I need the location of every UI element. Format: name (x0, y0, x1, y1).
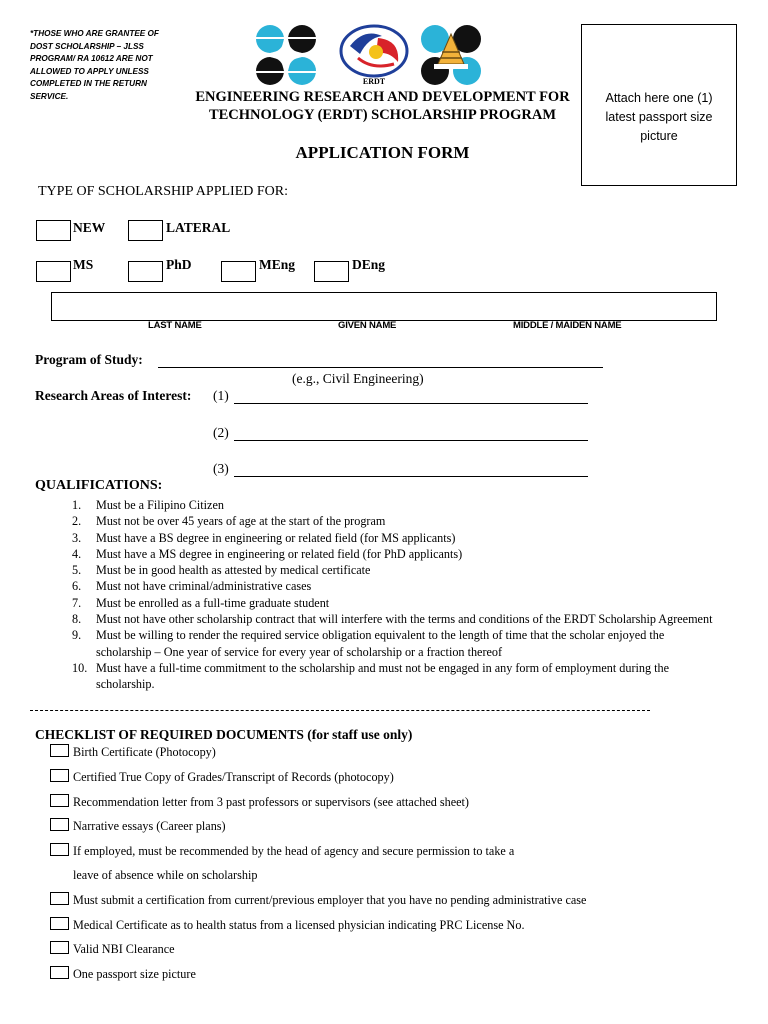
item-number: 3. (72, 530, 82, 545)
checklist-checkbox[interactable] (50, 843, 69, 856)
item-number: 4. (72, 546, 82, 561)
research-area-number: (2) (213, 425, 229, 440)
item-text: Must not be over 45 years of age at the start of the program (96, 514, 386, 529)
list-item (72, 595, 722, 611)
item-text: Must not have other scholarship contract that will interfere with the terms and conditions of the ERDT Scholarship Agreement (96, 612, 713, 627)
checklist-heading-note: (for staff use only) (307, 727, 413, 742)
checklist-item-label: If employed, must be recommended by the head of agency and secure permission to take a (73, 844, 515, 858)
photo-box-line: picture (640, 129, 678, 143)
lateral-checkbox[interactable] (128, 220, 163, 241)
meng-label: MEng (259, 257, 296, 272)
phd-label: PhD (166, 257, 192, 272)
list-item (72, 530, 722, 546)
list-item (72, 513, 722, 529)
lateral-label: LATERAL (166, 220, 231, 235)
deng-checkbox[interactable] (314, 261, 349, 282)
dost-logo-icon (255, 24, 317, 86)
dost-logo-alt-icon (420, 24, 482, 86)
item-text: Must be enrolled as a full-time graduate student (96, 595, 330, 610)
program-title (190, 88, 575, 124)
item-number: 7. (72, 595, 82, 610)
item-text: Must be in good health as attested by medical certificate (96, 563, 371, 578)
checklist-item-continuation: leave of absence while on scholarship (73, 868, 258, 882)
checklist-item-label: Recommendation letter from 3 past professors or supervisors (see attached sheet) (73, 795, 469, 809)
program-of-study-hint: (e.g., Civil Engineering) (292, 371, 424, 386)
phd-checkbox[interactable] (128, 261, 163, 282)
research-area-3-input[interactable] (234, 464, 588, 477)
checklist-item-label: Birth Certificate (Photocopy) (73, 745, 216, 759)
list-item (72, 497, 722, 513)
list-item (72, 546, 722, 562)
checklist-item-label: Medical Certificate as to health status from a licensed physician indicating PRC License No. (73, 918, 525, 932)
checklist-item-label: Valid NBI Clearance (73, 942, 175, 956)
checklist-heading-title: CHECKLIST OF REQUIRED DOCUMENTS (35, 727, 304, 742)
item-text: Must have a MS degree in engineering or related field (for PhD applicants) (96, 546, 463, 561)
checklist-checkbox[interactable] (50, 769, 69, 782)
program-title-line: ENGINEERING RESEARCH AND DEVELOPMENT FOR (195, 89, 570, 105)
section-divider (30, 710, 650, 711)
full-name-input[interactable] (51, 292, 717, 321)
new-checkbox[interactable] (36, 220, 71, 241)
form-title: APPLICATION FORM (295, 143, 470, 162)
checklist-item-label: Must submit a certification from current/previous employer that you have no pending administrative case (73, 893, 587, 907)
checklist-checkbox[interactable] (50, 941, 69, 954)
item-number: 10. (72, 660, 88, 675)
list-item (72, 627, 722, 660)
checklist-heading (35, 727, 412, 743)
notice-line: PROGRAM/ RA 10612 ARE NOT (30, 54, 153, 63)
checklist-item-label: Certified True Copy of Grades/Transcript of Records (photocopy) (73, 770, 394, 784)
research-area-1-input[interactable] (234, 391, 588, 404)
qualifications-list (72, 497, 722, 693)
checklist-checkbox[interactable] (50, 917, 69, 930)
erdt-logo-icon (338, 24, 410, 86)
research-area-number: (3) (213, 461, 229, 476)
research-areas-label: Research Areas of Interest: (35, 388, 192, 403)
checklist-checkbox[interactable] (50, 818, 69, 831)
checklist-checkbox[interactable] (50, 966, 69, 979)
item-number: 8. (72, 612, 82, 627)
notice-line: ALLOWED TO APPLY UNLESS (30, 66, 149, 76)
checklist-checkbox[interactable] (50, 892, 69, 905)
list-item (72, 578, 722, 594)
item-number: 5. (72, 563, 82, 578)
deng-label: DEng (352, 257, 386, 272)
photo-box-line: Attach here one (1) (605, 91, 713, 105)
item-number: 6. (72, 579, 82, 594)
program-of-study-label: Program of Study: (35, 352, 143, 367)
scholarship-type-heading: TYPE OF SCHOLARSHIP APPLIED FOR: (38, 184, 288, 199)
erdt-logo-caption: ERDT (362, 77, 386, 86)
checklist-item-label: One passport size picture (73, 967, 196, 981)
notice-line: COMPLETED IN THE RETURN (30, 79, 147, 88)
program-title-line: TECHNOLOGY (ERDT) SCHOLARSHIP PROGRAM (208, 107, 557, 123)
qualifications-heading: QUALIFICATIONS: (35, 478, 163, 493)
notice-line: DOST SCHOLARSHIP – JLSS (30, 41, 144, 51)
grantee-notice (30, 28, 180, 103)
notice-line: SERVICE. (30, 91, 69, 101)
item-text: Must not have criminal/administrative cases (96, 579, 312, 594)
photo-attachment-box (581, 24, 737, 186)
list-item (72, 660, 722, 693)
middle-name-label: MIDDLE / MAIDEN NAME (513, 320, 622, 331)
item-number: 1. (72, 498, 82, 512)
item-number: 9. (72, 628, 82, 643)
new-label: NEW (73, 220, 106, 235)
given-name-label: GIVEN NAME (338, 320, 397, 331)
item-text: Must be a Filipino Citizen (96, 498, 224, 512)
ms-label: MS (73, 257, 94, 272)
meng-checkbox[interactable] (221, 261, 256, 282)
ms-checkbox[interactable] (36, 261, 71, 282)
program-of-study-input[interactable] (158, 355, 603, 368)
item-text: Must have a full-time commitment to the scholarship and must not be engaged in any form of employment during the scholarship. (96, 660, 670, 692)
research-area-number: (1) (213, 388, 229, 403)
item-number: 2. (72, 514, 82, 529)
checklist-checkbox[interactable] (50, 744, 69, 757)
checklist-checkbox[interactable] (50, 794, 69, 807)
research-area-2-input[interactable] (234, 428, 588, 441)
list-item (72, 562, 722, 578)
last-name-label: LAST NAME (148, 320, 202, 331)
notice-line: *THOSE WHO ARE GRANTEE OF (30, 29, 159, 38)
list-item (72, 611, 722, 627)
item-text: Must be willing to render the required service obligation equivalent to the length of time that the scholar enjoyed the scholarship – One year of service for every year of scholarship or a fraction thereof (96, 628, 665, 659)
item-text: Must have a BS degree in engineering or related field (for MS applicants) (96, 530, 456, 545)
photo-box-line: latest passport size (605, 110, 713, 124)
checklist-item-label: Narrative essays (Career plans) (73, 819, 226, 833)
